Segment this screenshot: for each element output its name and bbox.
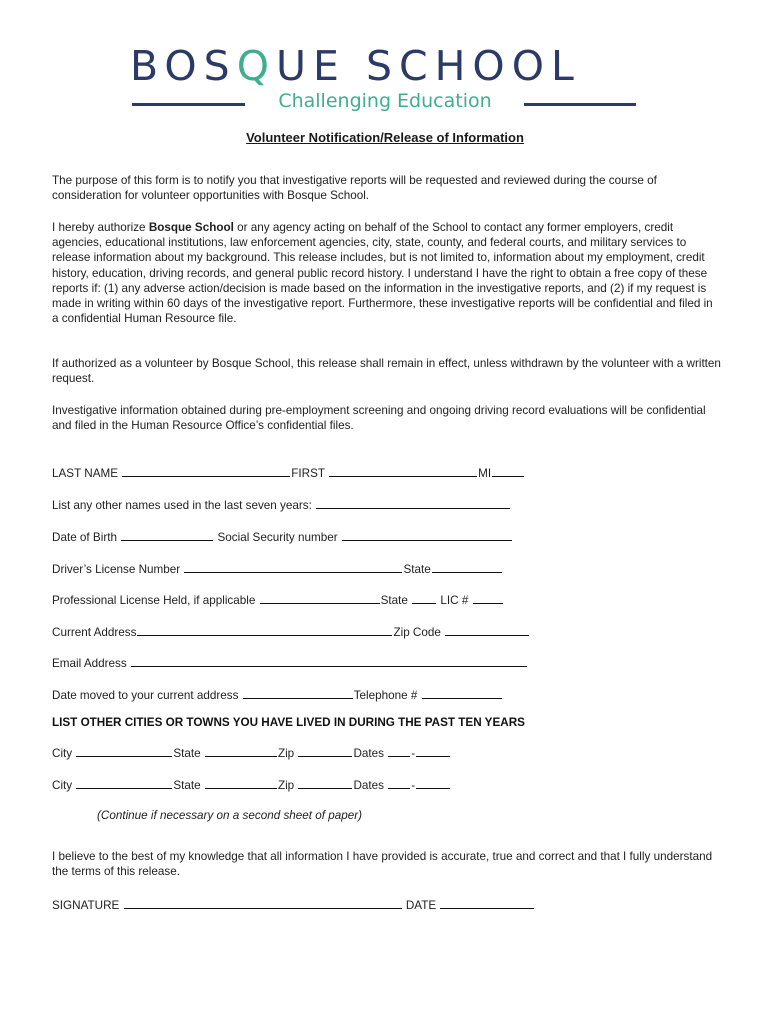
zip-label: Zip bbox=[277, 779, 295, 792]
belief-paragraph: I believe to the best of my knowledge that all information I have provided is accurate, true and correct and that I fully understand the terms of this release. bbox=[52, 850, 713, 879]
other-names-label: List any other names used in the last seven years: bbox=[52, 499, 312, 512]
email-row bbox=[52, 654, 742, 670]
state-label: State bbox=[173, 747, 201, 760]
dob-ssn-row bbox=[52, 528, 742, 544]
telephone-field[interactable] bbox=[422, 686, 502, 699]
zip-code-field[interactable] bbox=[445, 623, 529, 636]
logo-wordmark-part: UE SCHOOL bbox=[276, 42, 581, 90]
signature-field[interactable] bbox=[124, 896, 402, 909]
email-field[interactable] bbox=[131, 654, 527, 667]
dates-label: Dates bbox=[353, 747, 384, 760]
dl-state-label: State bbox=[403, 563, 431, 576]
moved-telephone-row bbox=[52, 686, 742, 702]
first-name-label: FIRST bbox=[291, 467, 325, 480]
prof-license-field[interactable] bbox=[260, 591, 380, 604]
last-name-label: LAST NAME bbox=[52, 467, 119, 480]
logo-tagline: Challenging Education bbox=[278, 90, 492, 112]
dob-label: Date of Birth bbox=[52, 531, 117, 544]
date-moved-label: Date moved to your current address bbox=[52, 689, 239, 702]
investigative-paragraph: Investigative information obtained during pre-employment screening and ongoing driving record evaluations will be confidential and filed in the Human Resource Office’s confidential files. bbox=[52, 404, 706, 433]
dob-field[interactable] bbox=[121, 528, 213, 541]
name-row bbox=[52, 464, 742, 480]
authorized-paragraph: If authorized as a volunteer by Bosque School, this release shall remain in effect, unless withdrawn by the volunteer with a written request. bbox=[52, 357, 721, 386]
middle-initial-field[interactable] bbox=[492, 464, 524, 477]
prof-license-label: Professional License Held, if applicable bbox=[52, 594, 256, 607]
state-field[interactable] bbox=[205, 776, 277, 789]
professional-license-row bbox=[52, 591, 742, 607]
signature-label: SIGNATURE bbox=[52, 899, 120, 912]
dates-dash: - bbox=[411, 747, 416, 760]
dates-dash: - bbox=[411, 779, 416, 792]
authorization-text: or any agency acting on behalf of the School to contact any former employers, credit agencies, educational institutions, law enforcement agencies, city, state, county, and federal courts, and military services to release information about my background. This release includes, but is not limited to, information about my employment, credit history, education, driving records, and general public record history. I understand I have the right to obtain a free copy of these reports if: (1) any adverse action/decision is made based on the information in the investigative reports, and (2) if my request is made in writing within 60 days of the investigative report. Furthermore, these investigative reports will be confidential and filed in a confidential Human Resource file. bbox=[52, 221, 713, 326]
current-address-field[interactable] bbox=[137, 623, 392, 636]
date-moved-field[interactable] bbox=[243, 686, 353, 699]
logo-wordmark bbox=[130, 44, 640, 88]
prof-state-field[interactable] bbox=[412, 591, 436, 604]
city-row bbox=[52, 744, 742, 760]
logo-leaf-q: Q bbox=[236, 42, 276, 90]
lic-label: LIC # bbox=[440, 594, 469, 607]
other-names-field[interactable] bbox=[316, 496, 510, 509]
other-names-row bbox=[52, 496, 742, 512]
email-label: Email Address bbox=[52, 657, 127, 670]
dates-from-field[interactable] bbox=[388, 776, 410, 789]
dates-to-field[interactable] bbox=[416, 744, 450, 757]
state-label: State bbox=[173, 779, 201, 792]
city-label: City bbox=[52, 747, 73, 760]
school-logo bbox=[0, 44, 770, 116]
telephone-label: Telephone # bbox=[353, 689, 418, 702]
city-label: City bbox=[52, 779, 73, 792]
middle-initial-label: MI bbox=[478, 467, 492, 480]
city-field[interactable] bbox=[76, 744, 172, 757]
dates-to-field[interactable] bbox=[416, 776, 450, 789]
logo-rule-right bbox=[524, 103, 636, 106]
zip-label: Zip bbox=[277, 747, 295, 760]
school-name-bold: Bosque School bbox=[148, 221, 234, 234]
authorization-paragraph bbox=[52, 220, 722, 326]
authorization-text: I hereby authorize bbox=[52, 221, 149, 234]
last-name-field[interactable] bbox=[122, 464, 290, 477]
past-cities-heading: LIST OTHER CITIES OR TOWNS YOU HAVE LIVED IN DURING THE PAST TEN YEARS bbox=[52, 716, 525, 729]
prof-state-label: State bbox=[380, 594, 408, 607]
drivers-license-label: Driver’s License Number bbox=[52, 563, 181, 576]
dates-from-field[interactable] bbox=[388, 744, 410, 757]
zip-field[interactable] bbox=[298, 776, 352, 789]
dl-state-field[interactable] bbox=[432, 560, 502, 573]
logo-wordmark-part: BOS bbox=[130, 42, 237, 90]
logo-rule-left bbox=[132, 103, 245, 106]
ssn-label: Social Security number bbox=[217, 531, 338, 544]
current-address-label: Current Address bbox=[52, 626, 137, 639]
date-label: DATE bbox=[405, 899, 437, 912]
zip-code-label: Zip Code bbox=[393, 626, 441, 639]
zip-field[interactable] bbox=[298, 744, 352, 757]
drivers-license-field[interactable] bbox=[184, 560, 402, 573]
date-field[interactable] bbox=[440, 896, 534, 909]
current-address-row bbox=[52, 623, 742, 639]
lic-field[interactable] bbox=[473, 591, 503, 604]
continue-note: (Continue if necessary on a second sheet of paper) bbox=[97, 809, 363, 822]
signature-row bbox=[52, 896, 742, 912]
drivers-license-row bbox=[52, 560, 742, 576]
form-title: Volunteer Notification/Release of Information bbox=[246, 130, 524, 145]
state-field[interactable] bbox=[205, 744, 277, 757]
first-name-field[interactable] bbox=[329, 464, 477, 477]
purpose-paragraph: The purpose of this form is to notify you that investigative reports will be requested and reviewed during the course of consideration for volunteer opportunities with Bosque School. bbox=[52, 174, 657, 203]
ssn-field[interactable] bbox=[342, 528, 512, 541]
city-field[interactable] bbox=[76, 776, 172, 789]
city-row bbox=[52, 776, 742, 792]
dates-label: Dates bbox=[353, 779, 384, 792]
